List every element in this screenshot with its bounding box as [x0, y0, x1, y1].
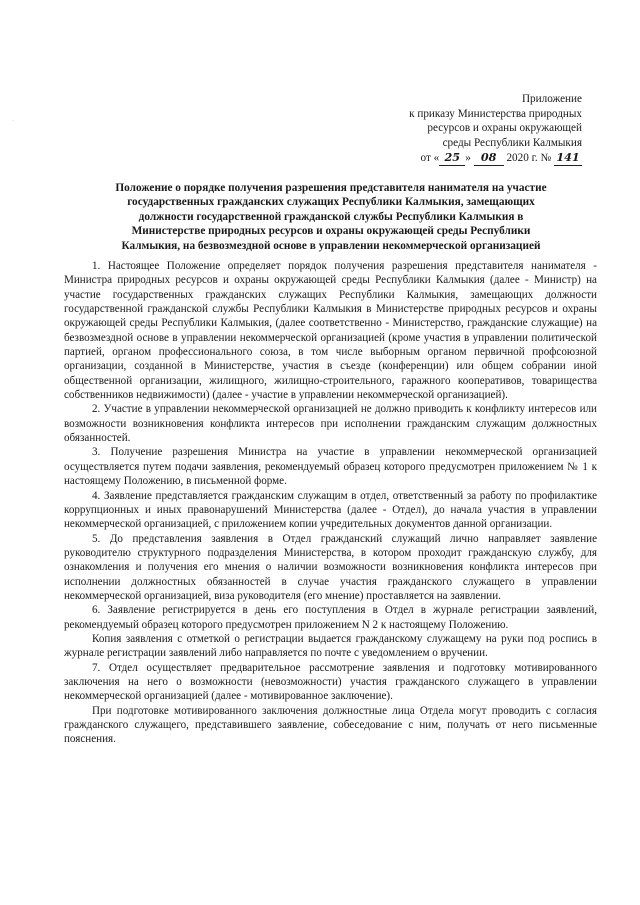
date-prefix: от « [420, 152, 440, 165]
appendix-line-1: Приложение [521, 93, 582, 105]
appendix-header [322, 92, 582, 166]
paragraph-5: 5. До представления заявления в Отдел гражданский служащий лично направляет заявление руководителю структурного подразделения Министерства, в котором проходит гражданскую службу, для ознакомления и получения его мнения о наличии возможности возникновения конфликта интересов при исполнении должностных обязанностей в случае участия гражданского служащего в управлении некоммерческой организацией, виза руководителя (его мнение) проставляется на заявлении. [64, 532, 597, 602]
document-title [66, 181, 596, 253]
paragraph-7-continued: При подготовке мотивированного заключения должностные лица Отдела могут проводить с согласия гражданского служащего, представившего заявление, собеседование с ним, получать от него письменные пояснения. [64, 704, 597, 746]
paragraph-6: 6. Заявление регистрируется в день его поступления в Отдел в журнале регистрации заявлений, рекомендуемый образец которого предусмотрен приложением N 2 к настоящему Положению. [64, 604, 597, 631]
scan-mark: · [12, 118, 14, 124]
appendix-line-2: к приказу Министерства природных [409, 107, 582, 120]
document-body [64, 259, 597, 747]
paragraph-7: 7. Отдел осуществляет предварительное рассмотрение заявления и подготовку мотивированного заключения на него о возможности (невозможности) участия гражданского служащего в управлении некоммерческой организацией (далее - мотивированное заключение). [64, 661, 597, 703]
paragraph-6-continued: Копия заявления с отметкой о регистрации выдается гражданскому служащему на руки под роспись в журнале регистрации заявлений либо направляется по почте с уведомлением о вручении. [64, 632, 597, 660]
title-line-3: должности государственной гражданской службы Республики Калмыкия в [138, 210, 524, 223]
order-number: 141 [554, 150, 582, 166]
date-day: 25 [439, 150, 465, 166]
date-month: 08 [474, 150, 504, 166]
paragraph-1: 1. Настоящее Положение определяет порядок получения разрешения представителя нанимателя - Министра природных ресурсов и охраны окружающей среды Республики Калмыкия (далее - Министр) на участие государственных гражданских служащих Республики Калмыкия, замещающих должности государственной гражданской службы Республики Калмыкия в Министерстве природных ресурсов и охраны окружающей среды Республики Калмыкия, (далее соответственно - Министерство, гражданские служащие) на безвозмездной основе в управлении некоммерческой организацией (кроме участия в управлении политической партией, органом профессионального союза, в том числе выборным органом первичной профсоюзной организации, созданной в Министерстве, участия в съезде (конференции) или общем собрании иной общественной организации, жилищного, жилищно-строительного, гаражного кооперативов, товарищества собственников недвижимости) (далее - участие в управлении некоммерческой организацией). [64, 260, 597, 402]
date-year: 2020 г. № [506, 152, 552, 165]
paragraph-4: 4. Заявление представляется гражданским служащим в отдел, ответственный за работу по профилактике коррупционных и иных правонарушений Министерства (далее - Отдел), до начала участия в управлении некоммерческой организацией, с приложением копии учредительных документов данной организации. [64, 489, 597, 531]
title-line-2: государственных гражданских служащих Республики Калмыкия, замещающих [127, 196, 535, 209]
title-line-1: Положение о порядке получения разрешения представителя нанимателя на участие [115, 182, 547, 194]
date-mid: » [465, 152, 471, 165]
paragraph-2: 2. Участие в управлении некоммерческой организацией не должно приводить к конфликту интересов или возможности возникновения конфликта интересов при исполнении гражданским служащим должностных обязанностей. [64, 403, 597, 445]
appendix-line-3: ресурсов и охраны окружающей [427, 122, 582, 135]
paragraph-3: 3. Получение разрешения Министра на участие в управлении некоммерческой организацией осуществляется путем подачи заявления, рекомендуемый образец которого предусмотрен приложением № 1 к настоящему Положению, в письменной форме. [64, 446, 597, 488]
title-line-4: Министерстве природных ресурсов и охраны окружающей среды Республики [131, 225, 531, 238]
appendix-date-line [322, 150, 582, 166]
title-line-5: Калмыкия, на безвозмездной основе в управлении некоммерческой организацией [121, 239, 541, 252]
appendix-line-4: среды Республики Калмыкия [442, 136, 582, 149]
